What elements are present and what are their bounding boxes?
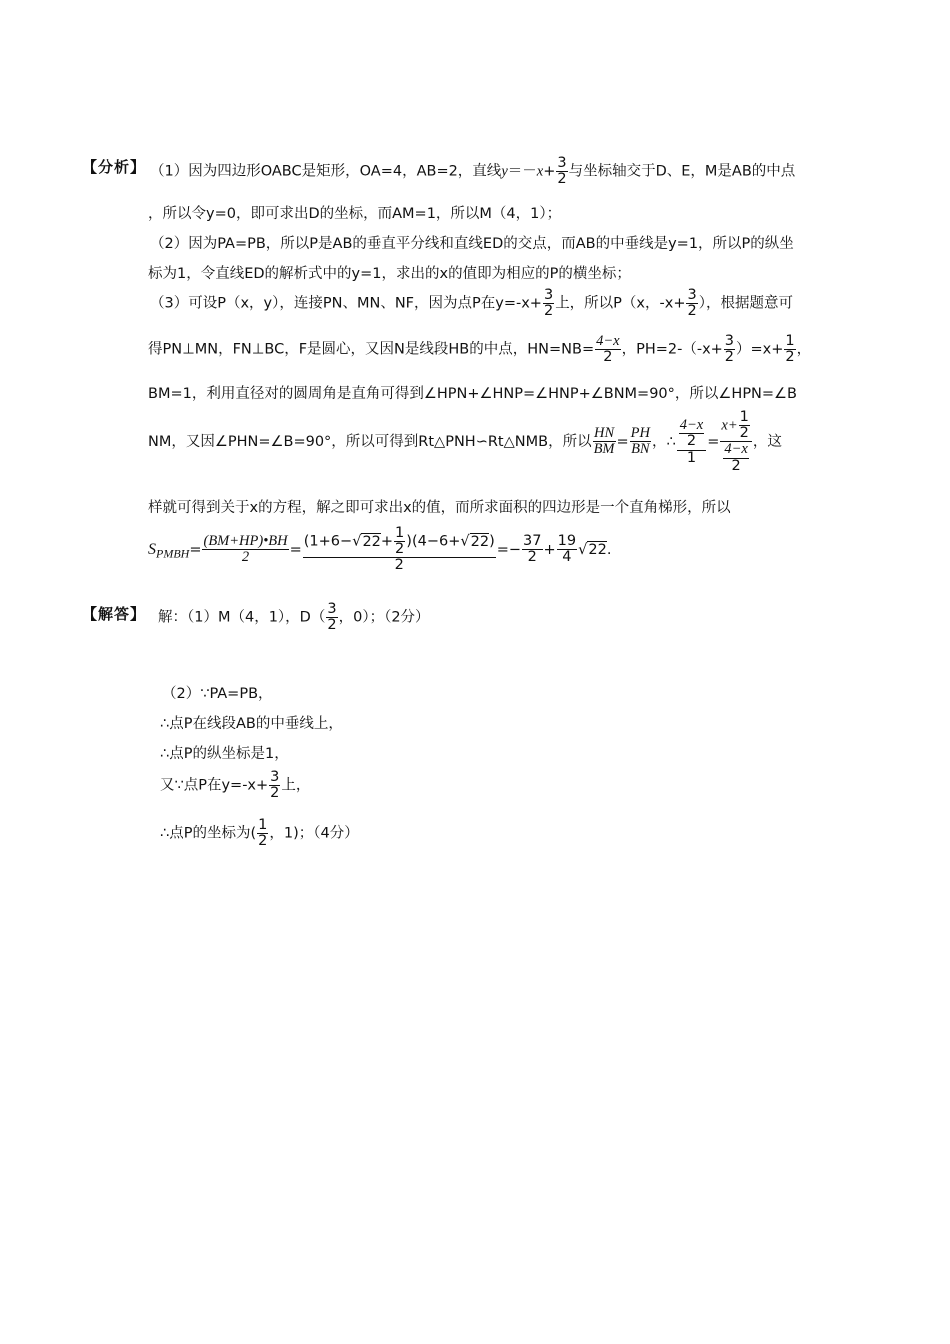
fraction: (1+6−√22+ $\frac{1}{2}$ )(4−6+√22) 2: [303, 525, 495, 574]
fraction: $\frac{3}{2}$: [687, 287, 697, 320]
fraction: $\frac{3}{2}$: [543, 287, 554, 320]
fraction: $\frac{3}{2}$: [327, 601, 337, 634]
solution-line-1: 解：（1）M（4，1），D（ $\frac{3}{2}$ ，0）；（2分）: [158, 601, 430, 634]
sqrt-icon: √: [460, 533, 470, 550]
fraction: $\frac{HN}{BM}$: [593, 425, 615, 458]
fraction: $\frac{(BM+HP)•BH}{2}$: [203, 533, 288, 566]
analysis-line-4: 标为1，令直线ED的解析式中的y=1，求出的x的值即为相应的P的横坐标；: [148, 266, 631, 282]
analysis-line-7: BM=1，利用直径对的圆周角是直角可得到∠HPN+∠HNP=∠HNP+∠BNM=90°，所以∠HPN=∠B: [148, 386, 798, 402]
analysis-line-2: ，所以令y=0，即可求出D的坐标，而AM=1，所以M（4，1）；: [148, 206, 562, 222]
solution-line-4: ∴点P的纵坐标是1，: [160, 746, 289, 762]
fraction: $\frac{19}{4}$: [557, 533, 577, 566]
area-formula: $S_{PMBH}=$ $\frac{(BM+HP)•BH}{2}$ = (1+6−√22+ $\frac{1}{2}$ )(4−6+√22) 2 =− $\frac{37}{2}$ + $\frac{19}{4}$ √22.: [148, 525, 612, 574]
solution-line-3: ∴点P在线段AB的中垂线上，: [160, 716, 343, 732]
sqrt-icon: √: [578, 541, 588, 558]
fraction: $\frac{3}{2}$: [724, 333, 735, 366]
fraction: $\frac{37}{2}$: [523, 533, 542, 566]
compound-fraction: $\frac{\frac{4-x}{2}}{1}$: [677, 418, 706, 466]
analysis-line-3: （2）因为PA=PB，所以P是AB的垂直平分线和直线ED的交点，而AB的中垂线是y=1，所以P的纵坐: [150, 236, 794, 252]
sqrt-icon: √: [352, 533, 362, 550]
analysis-line-9: 样就可得到关于x的方程，解之即可求出x的值，而所求面积的四边形是一个直角梯形，所以: [148, 500, 731, 516]
fraction: $\frac{3}{2}$: [557, 155, 567, 188]
analysis-line-8: NM，又因∠PHN=∠B=90°，所以可得到Rt△PNH∽Rt△NMB，所以 $\frac{HN}{BM}$ = $\frac{PH}{BN}$ ，∴ $\frac{\frac{4-x}{2}}{1}$ = x+ $\frac{1}{2}$ $\frac{4-x}{2}$ ，这: [148, 409, 782, 474]
fraction: $\frac{3}{2}$: [270, 769, 280, 802]
fraction: $\frac{PH}{BN}$: [630, 425, 651, 458]
fraction: $\frac{1}{2}$: [785, 333, 795, 366]
analysis-line-5: （3）可设P（x，y），连接PN、MN、NF，因为点P在y=-x+ $\frac{3}{2}$ 上，所以P（x，-x+ $\frac{3}{2}$ ），根据题意可: [150, 287, 793, 320]
fraction: $\frac{1}{2}$: [258, 817, 268, 850]
solution-line-6: ∴点P的坐标为( $\frac{1}{2}$ ，1)；（4分）: [160, 817, 359, 850]
analysis-line-6: 得PN⊥MN，FN⊥BC，F是圆心，又因N是线段HB的中点，HN=NB= $\frac{4-x}{2}$ ，PH=2-（-x+ $\frac{3}{2}$ ）=x+ $\frac{1}{2}$ ，: [148, 333, 812, 366]
solution-tag: 【解答】: [82, 605, 147, 623]
solution-line-2: （2）∵PA=PB，: [162, 686, 273, 702]
analysis-tag: 【分析】: [82, 158, 147, 176]
solution-line-5: 又∵点P在y=-x+ $\frac{3}{2}$ 上，: [160, 769, 311, 802]
fraction: $\frac{4-x}{2}$: [596, 333, 620, 366]
compound-fraction: x+ $\frac{1}{2}$ $\frac{4-x}{2}$: [720, 410, 751, 474]
analysis-line-1: （1）因为四边形OABC是矩形，OA=4，AB=2，直线y＝－x+ $\frac{3}{2}$ 与坐标轴交于D、E，M是AB的中点: [150, 155, 796, 188]
